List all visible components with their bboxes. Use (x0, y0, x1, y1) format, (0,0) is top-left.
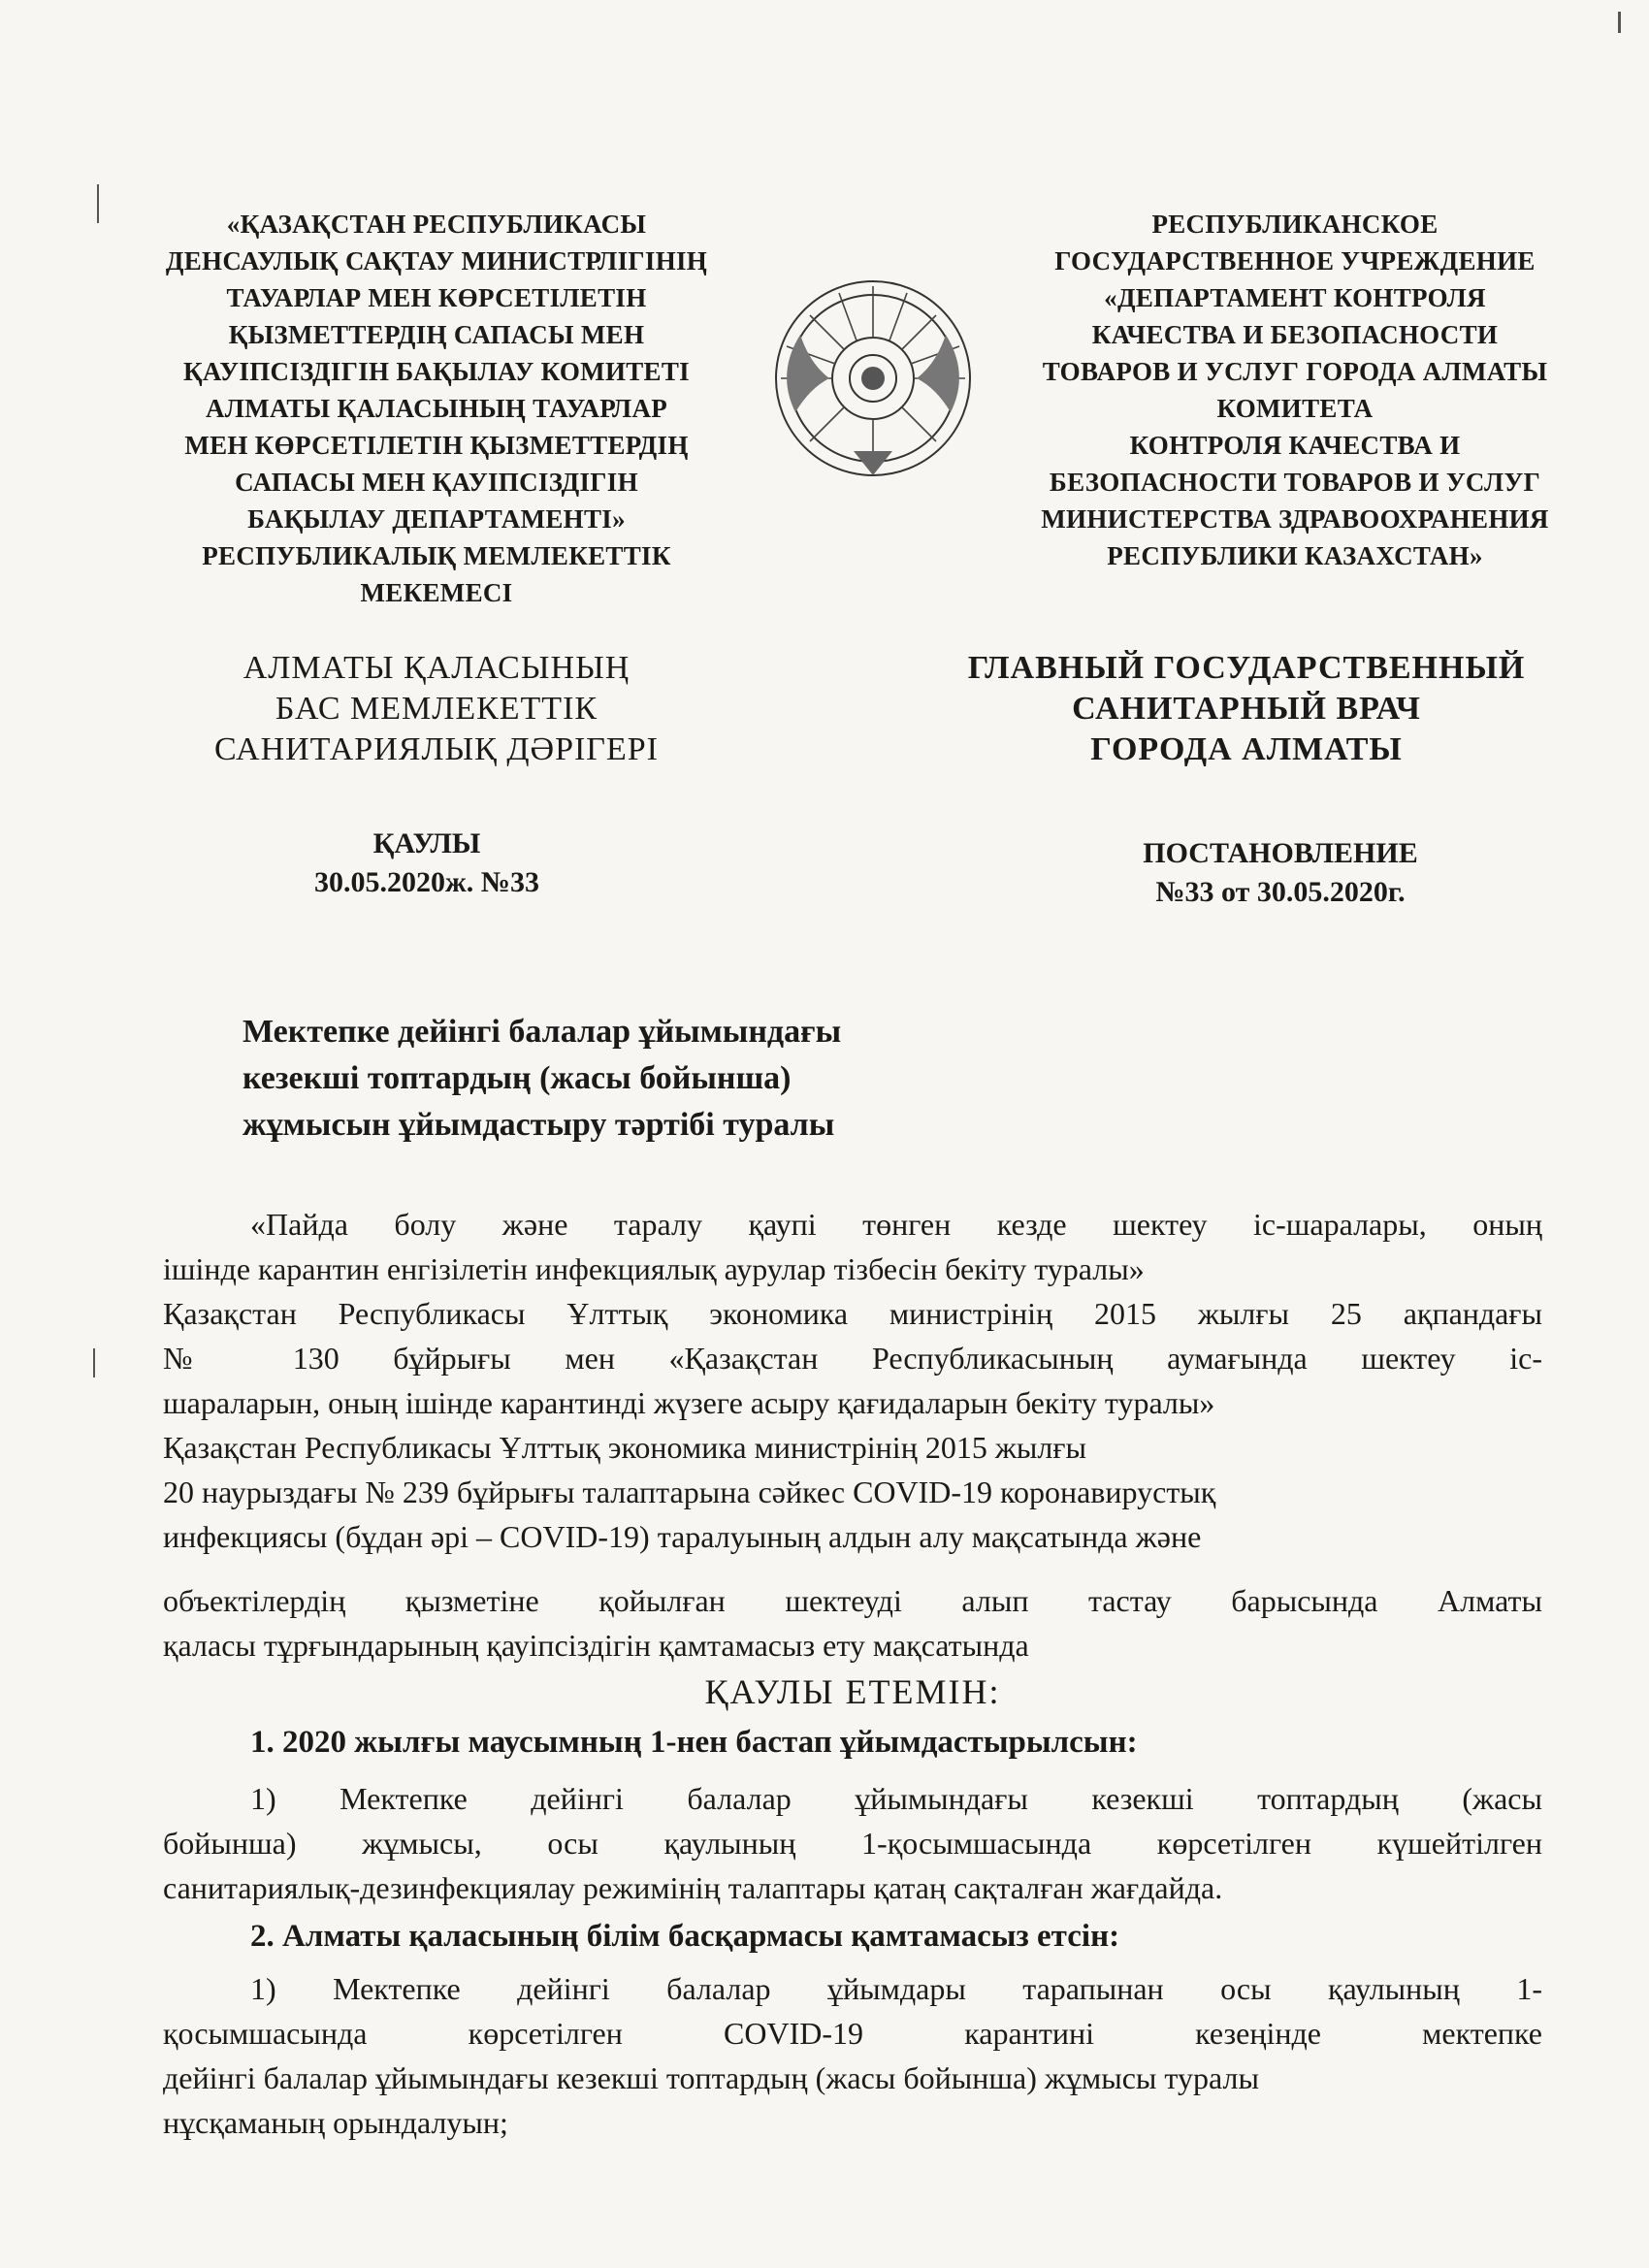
document-title (242, 1009, 1116, 1149)
resolve-heading: ҚАУЛЫ ЕТЕМІН: (704, 1672, 1001, 1711)
item1-line: бойынша) жұмысы, осы қаулының 1-қосымшасында көрсетілген күшейтілген (163, 1826, 1542, 1861)
header-ru-line: БЕЗОПАСНОСТИ ТОВАРОВ И УСЛУГ (1049, 468, 1541, 497)
decree-word: ҚАУЛЫ (372, 827, 481, 859)
item1-heading: 1. 2020 жылғы маусымның 1-нен бастап ұйымдастырылсын: (250, 1725, 1138, 1760)
header-kz-line: ҚАУІПСІЗДІГІН БАҚЫЛАУ КОМИТЕТІ (183, 357, 690, 386)
header-kz-line: ҚЫЗМЕТТЕРДІҢ САПАСЫ МЕН (228, 320, 645, 349)
header-kz-line: САПАСЫ МЕН ҚАУІПСІЗДІГІН (235, 468, 638, 497)
decree-number: 30.05.2020ж. №33 (314, 866, 539, 898)
decree-word: ПОСТАНОВЛЕНИЕ (1143, 837, 1418, 869)
officer-title-line: ГЛАВНЫЙ ГОСУДАРСТВЕННЫЙ (967, 650, 1526, 686)
header-kz-line: ДЕНСАУЛЫҚ САҚТАУ МИНИСТРЛІГІНІҢ (165, 246, 708, 275)
header-ru-line: ТОВАРОВ И УСЛУГ ГОРОДА АЛМАТЫ (1042, 357, 1548, 386)
officer-title-kz (146, 648, 728, 770)
header-ru-line: КОНТРОЛЯ КАЧЕСТВА И (1129, 431, 1461, 460)
header-kz (146, 206, 728, 611)
preamble-line: 20 наурыздағы № 239 бұйрығы талаптарына сәйкес COVID-19 коронавирустық (163, 1474, 1216, 1509)
item2-line: нұсқаманың орындалуын; (163, 2105, 508, 2140)
header-ru-line: РЕСПУБЛИКАНСКОЕ (1151, 210, 1439, 239)
header-ru (1009, 206, 1581, 574)
item2-line: 1) Мектепке дейінгі балалар ұйымдары тарапынан осы қаулының 1- (250, 1971, 1542, 2006)
preamble-line: № 130 бұйрығы мен «Қазақстан Республикасының аумағында шектеу іс- (163, 1341, 1542, 1376)
item2-line: қосымшасында көрсетілген COVID-19 карантині кезеңінде мектепке (163, 2016, 1542, 2051)
header-ru-line: «ДЕПАРТАМЕНТ КОНТРОЛЯ (1104, 283, 1486, 312)
item2-line: дейінгі балалар ұйымындағы кезекші топтардың (жасы бойынша) жұмысы туралы (163, 2060, 1259, 2095)
preamble-line: «Пайда болу және таралу қаупі төнген кезде шектеу іс-шаралары, оның (250, 1207, 1542, 1242)
document-title-line: Мектепке дейінгі балалар ұйымындағы (242, 1014, 842, 1050)
item2-heading: 2. Алматы қаласының білім басқармасы қамтамасыз етсін: (250, 1919, 1120, 1954)
officer-title-line: САНИТАРИЯЛЫҚ ДӘРІГЕРІ (214, 731, 659, 767)
scan-mark (97, 184, 99, 223)
document-title-line: кезекші топтардың (жасы бойынша) (242, 1060, 792, 1096)
scan-mark (93, 1348, 95, 1377)
item1-line: санитариялық-дезинфекциялау режимінің талаптары қатаң сақталған жағдайда. (163, 1870, 1223, 1905)
preamble-line: шараларын, оның ішінде карантинді жүзеге асыру қағидаларын бекіту туралы» (163, 1385, 1215, 1420)
decree-kz (175, 825, 679, 902)
decree-number: №33 от 30.05.2020г. (1155, 876, 1406, 908)
header-kz-line: МЕН КӨРСЕТІЛЕТІН ҚЫЗМЕТТЕРДІҢ (184, 431, 689, 460)
header-ru-line: РЕСПУБЛИКИ КАЗАХСТАН» (1107, 541, 1483, 570)
header-ru-line: КОМИТЕТА (1216, 394, 1374, 423)
header-ru-line: КАЧЕСТВА И БЕЗОПАСНОСТИ (1091, 320, 1499, 349)
preamble-line: инфекциясы (бұдан әрі – COVID-19) таралуының алдын алу мақсатында және (163, 1519, 1202, 1554)
scan-mark (1618, 12, 1621, 33)
preamble-line: қаласы тұрғындарының қауіпсіздігін қамтамасыз ету мақсатында (163, 1628, 1029, 1663)
officer-title-line: АЛМАТЫ ҚАЛАСЫНЫҢ (242, 650, 630, 686)
officer-title-ru (931, 648, 1562, 770)
header-kz-line: БАҚЫЛАУ ДЕПАРТАМЕНТІ» (247, 504, 626, 534)
preamble-line: Қазақстан Республикасы Ұлттық экономика министрінің 2015 жылғы 25 ақпандағы (163, 1296, 1542, 1331)
state-emblem-icon (757, 267, 989, 490)
decree-ru (1028, 834, 1533, 912)
preamble-line: Қазақстан Республикасы Ұлттық экономика министрінің 2015 жылғы (163, 1430, 1087, 1465)
header-kz-line: «ҚАЗАҚСТАН РЕСПУБЛИКАСЫ (226, 210, 647, 239)
preamble-line: ішінде карантин енгізілетін инфекциялық аурулар тізбесін бекіту туралы» (163, 1251, 1145, 1286)
header-ru-line: МИНИСТЕРСТВА ЗДРАВООХРАНЕНИЯ (1041, 504, 1549, 534)
item1-line: 1) Мектепке дейінгі балалар ұйымындағы кезекші топтардың (жасы (250, 1781, 1542, 1816)
preamble-line: объектілердің қызметіне қойылған шектеуді алып тастау барысында Алматы (163, 1583, 1542, 1618)
officer-title-line: БАС МЕМЛЕКЕТТІК (275, 691, 598, 727)
document-title-line: жұмысын ұйымдастыру тәртібі туралы (242, 1107, 835, 1143)
header-kz-line: МЕКЕМЕСІ (360, 578, 513, 607)
header-ru-line: ГОСУДАРСТВЕННОЕ УЧРЕЖДЕНИЕ (1054, 246, 1536, 275)
header-kz-line: РЕСПУБЛИКАЛЫҚ МЕМЛЕКЕТТІК (202, 541, 671, 570)
officer-title-line: ГОРОДА АЛМАТЫ (1090, 731, 1403, 767)
header-kz-line: ТАУАРЛАР МЕН КӨРСЕТІЛЕТІН (226, 283, 647, 312)
header-kz-line: АЛМАТЫ ҚАЛАСЫНЫҢ ТАУАРЛАР (205, 394, 668, 423)
officer-title-line: САНИТАРНЫЙ ВРАЧ (1072, 691, 1421, 727)
